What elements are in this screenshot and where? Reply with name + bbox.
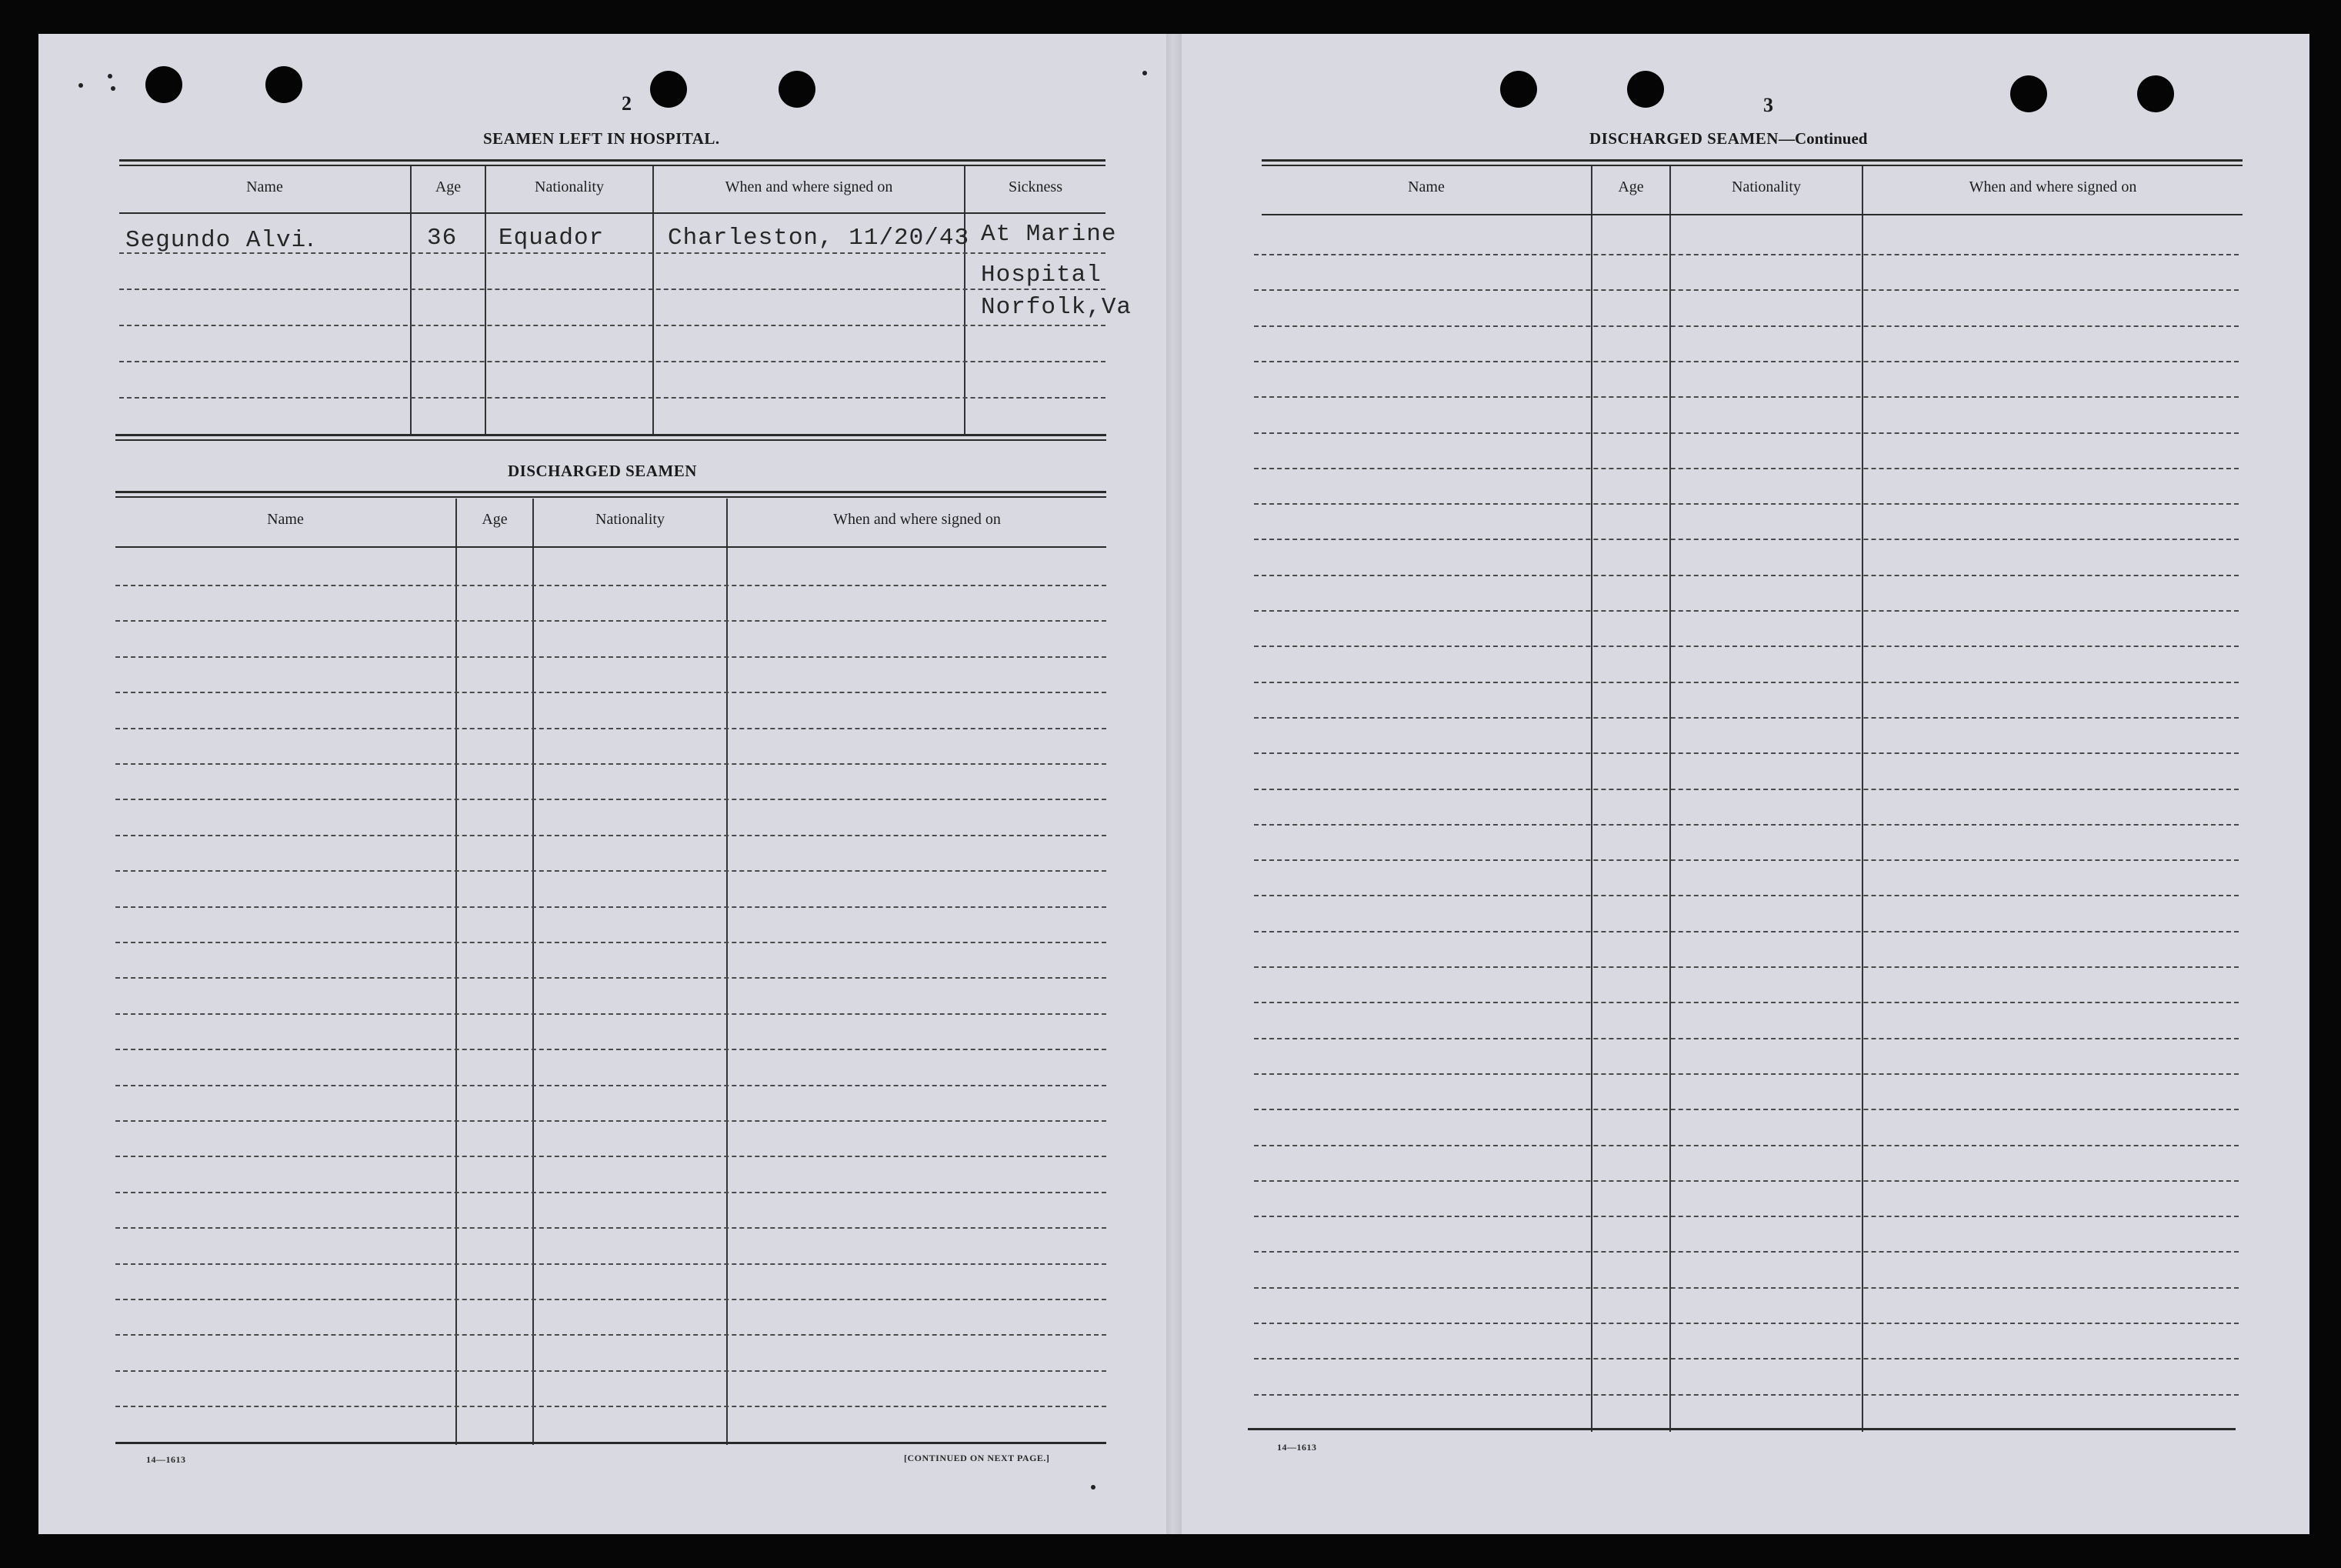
header-name: Name <box>267 511 304 528</box>
ruled-line <box>1254 610 2239 612</box>
header-nationality: Nationality <box>595 511 665 528</box>
ruled-line <box>115 799 1106 800</box>
punch-hole <box>265 66 302 103</box>
ruled-line <box>1254 966 2239 968</box>
ruled-line <box>1254 824 2239 826</box>
column-divider <box>726 499 728 1445</box>
ruled-line <box>1254 539 2239 540</box>
column-divider <box>1591 166 1592 1432</box>
page-fold <box>1166 34 1182 1534</box>
ruled-line <box>1254 254 2239 255</box>
seaman-age: 36 <box>427 225 458 252</box>
ruled-line <box>1254 1109 2239 1110</box>
column-divider <box>410 166 412 434</box>
seaman-sickness-line: At Marine <box>981 221 1117 248</box>
ruled-line <box>115 1049 1106 1050</box>
continued-note: [CONTINUED ON NEXT PAGE.] <box>904 1453 1050 1463</box>
ruled-line <box>1254 1323 2239 1324</box>
header-rule <box>115 546 1106 548</box>
left-page <box>38 34 1168 1534</box>
ruled-line <box>115 1156 1106 1157</box>
ruled-line <box>1254 1038 2239 1039</box>
ruled-line <box>1254 575 2239 576</box>
header-nationality: Nationality <box>535 178 604 195</box>
ruled-line <box>115 1192 1106 1193</box>
punch-hole <box>145 66 182 103</box>
ruled-line <box>1254 752 2239 754</box>
header-rule <box>1262 214 2243 215</box>
ruled-line <box>1254 1394 2239 1396</box>
column-divider <box>455 499 457 1445</box>
page-number: 2 <box>622 92 632 115</box>
ruled-line <box>115 1299 1106 1300</box>
column-divider <box>1862 166 1863 1432</box>
ruled-line <box>1254 1073 2239 1075</box>
column-divider <box>964 166 965 434</box>
ruled-line <box>115 977 1106 979</box>
ruled-line <box>115 1227 1106 1229</box>
ruled-line <box>115 1406 1106 1407</box>
seaman-sickness-line: Norfolk,Va <box>981 294 1132 321</box>
section-rule <box>119 165 1105 166</box>
title-continued: —Continued <box>1778 129 1868 148</box>
ruled-line <box>115 585 1106 586</box>
ruled-line <box>115 835 1106 836</box>
ruled-line <box>1254 895 2239 896</box>
ruled-line <box>1254 1287 2239 1289</box>
seaman-sickness-line: Hospital <box>981 262 1102 289</box>
section-rule <box>115 496 1106 498</box>
seaman-signed-on: Charleston, 11/20/43 <box>668 225 970 252</box>
column-divider <box>652 166 654 434</box>
punch-hole <box>2010 75 2047 112</box>
section-rule <box>1262 159 2243 162</box>
ruled-line <box>1254 789 2239 790</box>
hospital-section-title: SEAMEN LEFT IN HOSPITAL. <box>483 129 720 148</box>
speck <box>78 83 83 88</box>
ruled-line <box>115 1085 1106 1086</box>
header-signed-on: When and where signed on <box>833 511 1001 528</box>
speck <box>111 86 115 91</box>
ruled-line <box>115 1013 1106 1015</box>
ruled-line <box>1254 931 2239 932</box>
ruled-line <box>115 692 1106 693</box>
ruled-line <box>115 1370 1106 1372</box>
punch-hole <box>1500 71 1537 108</box>
ruled-line <box>1254 859 2239 861</box>
ruled-line <box>1254 432 2239 434</box>
ruled-line <box>119 325 1105 326</box>
seaman-nationality: Equador <box>499 225 605 252</box>
header-name: Name <box>1408 178 1445 195</box>
ruled-line <box>1254 361 2239 362</box>
header-name: Name <box>246 178 283 195</box>
title-main: DISCHARGED SEAMEN <box>1589 129 1779 148</box>
ruled-line <box>115 870 1106 872</box>
form-number: 14—1613 <box>146 1454 186 1465</box>
ruled-line <box>1254 325 2239 327</box>
table-bottom-rule <box>115 1442 1106 1444</box>
ruled-line <box>1254 289 2239 291</box>
header-sickness: Sickness <box>1009 178 1062 195</box>
speck <box>108 74 112 78</box>
ruled-line <box>1254 503 2239 505</box>
section-rule <box>119 159 1105 162</box>
punch-hole <box>650 71 687 108</box>
ruled-line <box>115 763 1106 765</box>
ruled-line <box>1254 646 2239 647</box>
ruled-line <box>119 289 1105 290</box>
ruled-line <box>115 1263 1106 1265</box>
ruled-line <box>115 620 1106 622</box>
column-divider <box>1669 166 1671 1432</box>
punch-hole <box>779 71 815 108</box>
ruled-line <box>115 1334 1106 1336</box>
ruled-line <box>1254 1251 2239 1253</box>
speck <box>1091 1485 1095 1490</box>
column-divider <box>485 166 486 434</box>
column-divider <box>532 499 534 1445</box>
seaman-name: Segundo Alvi․ <box>125 227 315 254</box>
header-rule <box>119 212 1105 214</box>
ruled-line <box>1254 1216 2239 1217</box>
ruled-line <box>115 656 1106 658</box>
form-number: 14—1613 <box>1277 1442 1317 1453</box>
ruled-line <box>115 728 1106 729</box>
ruled-line <box>115 1120 1106 1122</box>
ruled-line <box>1254 682 2239 683</box>
header-signed-on: When and where signed on <box>725 178 893 195</box>
ruled-line <box>1254 1180 2239 1182</box>
right-page <box>1179 34 2309 1534</box>
discharged-continued-title <box>1589 129 1867 148</box>
header-age: Age <box>482 511 508 528</box>
header-nationality: Nationality <box>1732 178 1801 195</box>
ruled-line <box>119 252 1105 254</box>
section-rule <box>1262 165 2243 166</box>
header-age: Age <box>1618 178 1644 195</box>
ruled-line <box>115 906 1106 908</box>
section-rule <box>115 434 1106 436</box>
punch-hole <box>1627 71 1664 108</box>
ruled-line <box>119 397 1105 399</box>
ruled-line <box>115 942 1106 943</box>
header-signed-on: When and where signed on <box>1969 178 2137 195</box>
ruled-line <box>1254 1002 2239 1003</box>
section-rule <box>115 491 1106 493</box>
speck <box>1142 71 1147 75</box>
page-number: 3 <box>1763 94 1773 116</box>
table-bottom-rule <box>1248 1428 2236 1430</box>
punch-hole <box>2137 75 2174 112</box>
ruled-line <box>1254 1358 2239 1359</box>
ruled-line <box>1254 468 2239 469</box>
section-rule <box>115 439 1106 441</box>
header-age: Age <box>435 178 462 195</box>
ruled-line <box>1254 717 2239 719</box>
ruled-line <box>1254 396 2239 398</box>
discharged-section-title: DISCHARGED SEAMEN <box>508 462 697 480</box>
ruled-line <box>1254 1145 2239 1146</box>
ruled-line <box>119 361 1105 362</box>
